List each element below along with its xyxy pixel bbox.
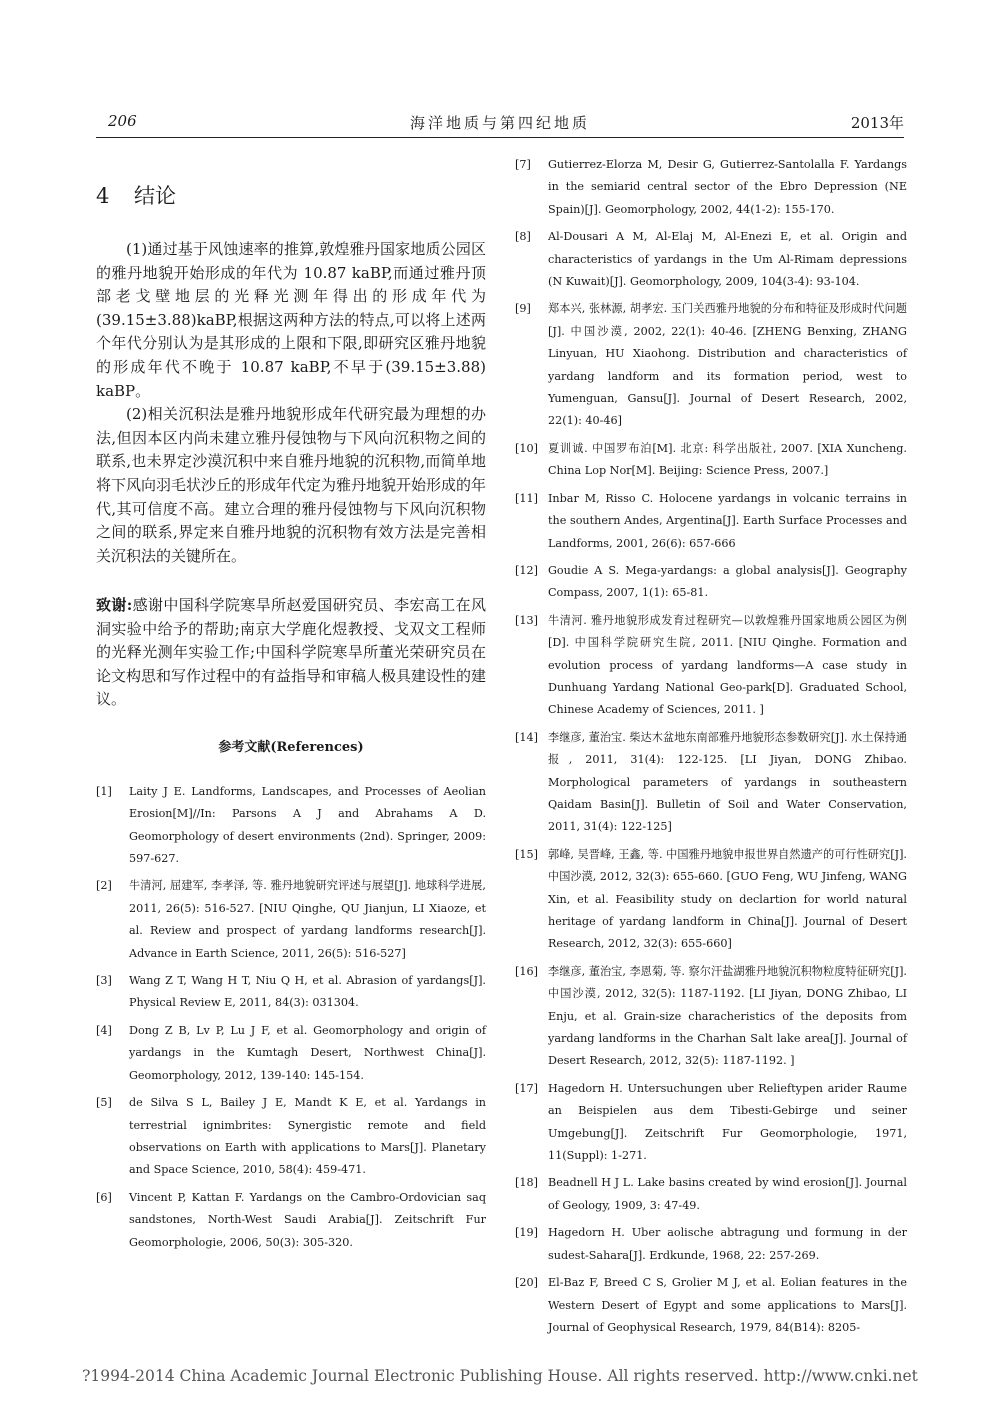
reference-item [515,1272,907,1339]
journal-title: 海洋地质与第四纪地质 [409,114,590,132]
reference-text: Hagedorn H. Uber aolische abtragung und formung in der sudest-Sahara[J]. Erdkunde, 1968, 22: 257-269. [548,1226,907,1262]
reference-text: 郭峰, 吴晋峰, 王鑫, 等. 中国雅丹地貌申报世界自然遗产的可行性研究[J]. 中国沙漠, 2012, 32(3): 655-660. [GUO Feng, WU Jinfeng, WANG Xin, et al. Feasibility study on declartion for world natural heritage of yardang landform in China[J]. Journal of Desert Research, 2012, 32(3): 655-660] [548,847,907,951]
reference-number: [8] [515,230,531,244]
section-title: 结论 [134,184,176,208]
reference-item [515,1078,907,1168]
reference-number: [14] [515,730,538,744]
reference-text: 郑本兴, 张林源, 胡孝宏. 玉门关西雅丹地貌的分布和特征及形成时代问题[J]. 中国沙漠, 2002, 22(1): 40-46. [ZHENG Benxing, ZHANG Linyuan, HU Xiaohong. Distribution and characteristics of yardang landform and its formation period, west to Yumenguan, Gansu[J]. Journal of Desert Research, 2002, 22(1): 40-46] [548,302,907,428]
reference-number: [9] [515,302,531,316]
reference-number: [2] [96,879,112,893]
reference-text: 牛清河. 雅丹地貌形成发育过程研究—以敦煌雅丹国家地质公园区为例[D]. 中国科学院研究生院, 2011. [NIU Qinghe. Formation and evolution process of yardang landforms—A case study in Dunhuang Yardang National Geo-park[D]. Graduated School, Chinese Academy of Sciences, 2011. ] [548,613,907,717]
reference-text: El-Baz F, Breed C S, Grolier M J, et al. Eolian features in the Western Desert of Egypt and some applications to Mars[J]. Journal of Geophysical Research, 1979, 84(B14): 8205- [548,1276,907,1334]
reference-item [515,727,907,839]
acknowledgement-text: 感谢中国科学院寒旱所赵爱国研究员、李宏高工在风洞实验中给予的帮助;南京大学鹿化煜教授、戈双文工程师的光释光测年实验工作;中国科学院寒旱所董光荣研究员在论文构思和写作过程中的有益指导和审稿人极具建设性的建议。 [96,596,487,709]
reference-item [96,1020,486,1087]
reference-number: [15] [515,847,538,861]
reference-number: [10] [515,441,538,455]
reference-item [515,298,907,432]
reference-number: [19] [515,1226,538,1240]
reference-item [515,438,907,483]
reference-text: Laity J E. Landforms, Landscapes, and Processes of Aeolian Erosion[M]//In: Parsons A J and Abrahams A D. Geomorphology of desert environments (2nd). Springer, 2009: 597-627. [129,784,486,866]
reference-text: Beadnell H J L. Lake basins created by wind erosion[J]. Journal of Geology, 1909, 3: 47-49. [548,1176,907,1212]
reference-text: Dong Z B, Lv P, Lu J F, et al. Geomorphology and origin of yardangs in the Kumtagh Desert, Northwest China[J]. Geomorphology, 2012, 139-140: 145-154. [129,1023,486,1082]
reference-text: 李继彦, 董治宝, 李恩菊, 等. 察尔汗盐湖雅丹地貌沉积物粒度特征研究[J]. 中国沙漠, 2012, 32(5): 1187-1192. [LI Jiyan, DONG Zhibao, LI Enju, et al. Grain-size characheristics of the deposits from yardang landforms in the Charhan Salt lake area[J]. Journal of Desert Research, 2012, 32(5): 1187-1192. ] [548,964,907,1068]
reference-item [96,875,486,965]
reference-text: 李继彦, 董治宝. 柴达木盆地东南部雅丹地貌形态参数研究[J]. 水土保持通报, 2011, 31(4): 122-125. [LI Jiyan, DONG Zhibao. Morphological parameters of yardangs in southeastern Qaidam Basin[J]. Bulletin of Soil and Water Conservation, 2011, 31(4): 122-125] [548,730,907,834]
left-column [96,150,486,1259]
reference-text: Vincent P, Kattan F. Yardangs on the Cambro-Ordovician saq sandstones, North-West Saudi Arabia[J]. Zeitschrift Fur Geomorphologie, 2006, 50(3): 305-320. [129,1190,486,1249]
reference-number: [1] [96,784,112,798]
reference-item [96,1187,486,1254]
reference-item [515,226,907,293]
conclusion-paragraph-2: (2)相关沉积法是雅丹地貌形成年代研究最为理想的办法,但因本区内尚未建立雅丹侵蚀物与下风向沉积物之间的联系,也未界定沙漠沉积中来自雅丹地貌的沉积物,而简单地将下风向羽毛状沙丘的形成年代定为雅丹地貌开始形成的年代,其可信度不高。建立合理的雅丹侵蚀物与下风向沉积物之间的联系,界定来自雅丹地貌的沉积物有效方法是完善相关沉积法的关键所在。 [96,405,487,565]
reference-item [515,961,907,1073]
reference-text: 牛清河, 屈建军, 李孝泽, 等. 雅丹地貌研究评述与展望[J]. 地球科学进展, 2011, 26(5): 516-527. [NIU Qinghe, QU Jianjun, LI Xiaoze, et al. Review and prospect of yardang landforms research[J]. Advance in Earth Science, 2011, 26(5): 516-527] [129,879,486,960]
reference-item [515,844,907,956]
reference-text: Al-Dousari A M, Al-Elaj M, Al-Enezi E, et al. Origin and characteristics of yardangs in the Um Al-Rimam depressions (N Kuwait)[J]. Geomorphology, 2009, 104(3-4): 93-104. [548,230,907,289]
reference-number: [6] [96,1190,112,1204]
reference-number: [16] [515,964,538,978]
references-heading: 参考文献(References) [218,739,364,755]
reference-item [96,1092,486,1182]
reference-item [515,1172,907,1217]
page-number: 206 [108,112,137,130]
reference-text: Inbar M, Risso C. Holocene yardangs in volcanic terrains in the southern Andes, Argentina[J]. Earth Surface Processes and Landforms, 2001, 26(6): 657-666 [548,491,907,550]
reference-text: Gutierrez-Elorza M, Desir G, Gutierrez-Santolalla F. Yardangs in the semiarid central sector of the Ebro Depression (NE Spain)[J]. Geomorphology, 2002, 44(1-2): 155-170. [548,158,907,216]
reference-number: [12] [515,563,538,577]
header-rule [96,137,904,138]
reference-text: 夏训诚. 中国罗布泊[M]. 北京: 科学出版社, 2007. [XIA Xuncheng. China Lop Nor[M]. Beijing: Science Press, 2007.] [548,441,907,478]
publication-year: 2013年 [850,114,904,132]
reference-item [515,1222,907,1267]
reference-number: [18] [515,1176,538,1190]
reference-text: Hagedorn H. Untersuchungen uber Relieftypen arider Raume an Beispielen aus dem Tibesti-Gebirge und seiner Umgebung[J]. Zeitschrift Fur Geomorphologie, 1971, 11(Suppl): 1-271. [548,1081,907,1163]
acknowledgement [96,594,486,712]
reference-number: [13] [515,613,538,627]
reference-number: [3] [96,974,112,988]
right-column [515,154,907,1344]
reference-item [515,610,907,722]
page-header [96,112,904,136]
reference-number: [11] [515,491,538,505]
section-heading [96,180,486,210]
reference-number: [7] [515,158,531,171]
reference-number: [4] [96,1023,112,1037]
reference-item [515,488,907,555]
acknowledgement-label: 致谢: [96,596,133,615]
section-number: 4 [96,184,110,208]
reference-item [515,154,907,221]
reference-text: Wang Z T, Wang H T, Niu Q H, et al. Abrasion of yardangs[J]. Physical Review E, 2011, 84(3): 031304. [129,974,486,1010]
conclusion-paragraph-1: (1)通过基于风蚀速率的推算,敦煌雅丹国家地质公园区的雅丹地貌开始形成的年代为 10.87 kaBP,而通过雅丹顶部老戈壁地层的光释光测年得出的形成年代为(39.15±3.88)kaBP,根据这两种方法的特点,可以将上述两个年代分别认为是其形成的上限和下限,即研究区雅丹地貌的形成年代不晚于 10.87 kaBP,不早于(39.15±3.88) kaBP。 [96,240,486,400]
reference-number: [5] [96,1096,112,1110]
reference-text: de Silva S L, Bailey J E, Mandt K E, et al. Yardangs in terrestrial ignimbrites: Synergistic remote and field observations on Earth with applications to Mars[J]. Planetary and Space Science, 2010, 58(4): 459-471. [129,1096,486,1177]
reference-number: [17] [515,1081,538,1095]
reference-number: [20] [515,1276,538,1290]
reference-item [96,781,486,871]
reference-item [96,970,486,1015]
reference-text: Goudie A S. Mega-yardangs: a global analysis[J]. Geography Compass, 2007, 1(1): 65-81. [548,563,907,600]
copyright-footer: ?1994-2014 China Academic Journal Electronic Publishing House. All rights reserved. http://www.cnki.net [82,1367,918,1385]
reference-item [515,560,907,605]
